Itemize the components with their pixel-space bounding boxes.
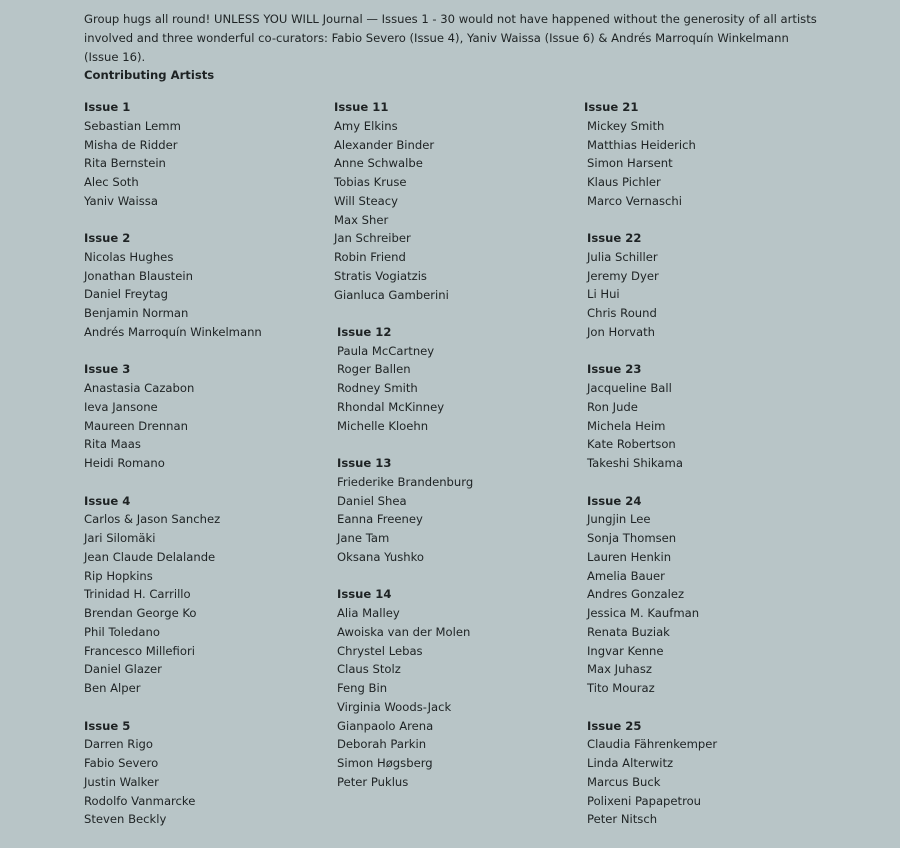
artist-name: Ingvar Kenne	[587, 643, 664, 658]
artist-name: Anne Schwalbe	[334, 156, 423, 171]
artist-name: Feng Bin	[337, 681, 388, 696]
issue-title: Issue 24	[587, 493, 642, 508]
artist-name: Daniel Glazer	[84, 662, 162, 677]
artist-name: Paula McCartney	[337, 343, 435, 358]
artist-name: Peter Puklus	[337, 774, 409, 789]
artist-name: Daniel Freytag	[84, 287, 168, 302]
artist-name: Jean Claude Delalande	[84, 549, 216, 564]
artist-name: Claudia Fährenkemper	[587, 737, 718, 752]
artist-name: Andrés Marroquín Winkelmann	[84, 324, 262, 339]
issue-title: Issue 13	[337, 456, 392, 471]
artist-name: Trinidad H. Carrillo	[84, 587, 191, 602]
artist-name: Stratis Vogiatzis	[334, 268, 427, 283]
artist-name: Gianluca Gamberini	[334, 287, 449, 302]
artist-name: Takeshi Shikama	[587, 456, 683, 471]
artist-name: Rodney Smith	[337, 381, 418, 396]
artist-name: Sebastian Lemm	[84, 118, 181, 133]
issue-title: Issue 14	[337, 587, 392, 602]
issue-title: Issue 22	[587, 231, 642, 246]
artist-name: Ieva Jansone	[84, 399, 158, 414]
artist-name: Benjamin Norman	[84, 306, 189, 321]
artist-name: Peter Nitsch	[587, 812, 658, 827]
artist-name: Heidi Romano	[84, 456, 165, 471]
issue-group	[334, 585, 574, 791]
artist-name: Deborah Parkin	[337, 737, 427, 752]
artist-name: Jeremy Dyer	[587, 268, 659, 283]
artist-column-2	[334, 98, 574, 810]
artist-name: Jon Horvath	[587, 324, 655, 339]
artist-name: Renata Buziak	[587, 624, 670, 639]
artist-name: Chris Round	[587, 306, 657, 321]
artist-name: Kate Robertson	[587, 437, 676, 452]
artist-name: Phil Toledano	[84, 624, 160, 639]
issue-group	[584, 98, 824, 211]
issue-group	[334, 323, 574, 436]
artist-name: Tito Mouraz	[587, 681, 655, 696]
artist-name: Jane Tam	[337, 531, 390, 546]
issue-title: Issue 25	[587, 718, 642, 733]
artist-name: Virginia Woods-Jack	[337, 699, 452, 714]
artist-name: Carlos & Jason Sanchez	[84, 512, 221, 527]
artist-name: Oksana Yushko	[337, 549, 425, 564]
issue-group	[84, 98, 324, 211]
artist-name: Darren Rigo	[84, 737, 154, 752]
artist-name: Rhondal McKinney	[337, 399, 445, 414]
artist-name: Friederike Brandenburg	[337, 474, 474, 489]
artist-name: Max Sher	[334, 212, 389, 227]
issue-group	[84, 717, 324, 830]
artist-name: Michela Heim	[587, 418, 666, 433]
issue-group	[584, 717, 824, 830]
artist-name: Jonathan Blaustein	[84, 268, 193, 283]
artist-name: Marco Vernaschi	[587, 193, 682, 208]
issue-title: Issue 4	[84, 493, 131, 508]
issue-title: Issue 2	[84, 231, 131, 246]
artist-name: Rita Bernstein	[84, 156, 166, 171]
artist-name: Nicolas Hughes	[84, 249, 174, 264]
artist-name: Polixeni Papapetrou	[587, 793, 702, 808]
intro-paragraph: Group hugs all round! UNLESS YOU WILL Journal — Issues 1 - 30 would not have happened without the generosity of all artists involved and three wonderful co-curators: Fabio Severo (Issue 4), Yaniv Waissa (Issue 6) & Andrés Marroquín Winkelmann (Issue 16).	[84, 12, 817, 64]
artist-name: Rodolfo Vanmarcke	[84, 793, 196, 808]
artist-column-3	[584, 98, 824, 848]
artist-name: Awoiska van der Molen	[337, 624, 471, 639]
artist-name: Jari Silomäki	[84, 531, 156, 546]
artist-name: Marcus Buck	[587, 774, 661, 789]
artist-name: Klaus Pichler	[587, 175, 661, 189]
artist-name: Chrystel Lebas	[337, 643, 423, 658]
issue-group	[84, 229, 324, 342]
issue-group	[334, 98, 574, 304]
artist-name: Brendan George Ko	[84, 606, 197, 621]
issue-title: Issue 21	[584, 100, 639, 114]
artist-name: Mickey Smith	[587, 118, 665, 133]
artist-name: Amelia Bauer	[587, 568, 665, 583]
artist-name: Fabio Severo	[84, 756, 159, 770]
artist-name: Eanna Freeney	[337, 512, 423, 527]
artist-name: Anastasia Cazabon	[84, 381, 195, 396]
artist-name: Andres Gonzalez	[587, 587, 685, 602]
artist-name: Lauren Henkin	[587, 549, 672, 564]
artist-name: Jan Schreiber	[334, 231, 411, 246]
artist-name: Max Juhasz	[587, 662, 652, 677]
artist-name: Jacqueline Ball	[587, 381, 672, 396]
artist-name: Alia Malley	[337, 606, 400, 621]
artist-name: Maureen Drennan	[84, 418, 188, 433]
artist-name: Simon Harsent	[587, 156, 673, 171]
artist-name: Daniel Shea	[337, 493, 407, 508]
artist-name: Sonja Thomsen	[587, 531, 677, 546]
artist-name: Jungjin Lee	[587, 512, 651, 527]
artist-name: Steven Beckly	[84, 812, 167, 827]
artist-name: Rip Hopkins	[84, 568, 153, 583]
issue-title: Issue 3	[84, 362, 131, 377]
issue-group	[84, 360, 324, 473]
issue-title: Issue 12	[337, 324, 392, 339]
artist-name: Yaniv Waissa	[84, 193, 158, 208]
artist-name: Alexander Binder	[334, 137, 435, 152]
artist-name: Simon Høgsberg	[337, 756, 433, 771]
artist-name: Will Steacy	[334, 193, 398, 208]
artist-name: Tobias Kruse	[334, 175, 407, 189]
issue-group	[584, 360, 824, 473]
artist-column-1	[84, 98, 324, 848]
artist-name: Jessica M. Kaufman	[587, 606, 700, 621]
artist-name: Robin Friend	[334, 250, 406, 264]
artist-name: Roger Ballen	[337, 362, 411, 377]
issue-title: Issue 1	[84, 100, 131, 114]
issue-title: Issue 11	[334, 100, 389, 114]
issue-group	[334, 454, 574, 567]
artist-name: Julia Schiller	[587, 249, 658, 264]
issue-group	[584, 492, 824, 698]
issue-group	[584, 229, 824, 342]
artist-name: Matthias Heiderich	[587, 137, 696, 152]
artist-name: Ben Alper	[84, 681, 141, 696]
artist-name: Michelle Kloehn	[337, 418, 429, 433]
issue-title: Issue 23	[587, 362, 642, 377]
artist-name: Ron Jude	[587, 399, 638, 414]
artist-name: Justin Walker	[84, 774, 159, 789]
artist-name: Gianpaolo Arena	[337, 718, 434, 733]
artist-name: Misha de Ridder	[84, 137, 178, 152]
artist-name: Rita Maas	[84, 437, 141, 452]
artist-name: Francesco Millefiori	[84, 643, 195, 658]
artist-name: Alec Soth	[84, 175, 139, 189]
section-title: Contributing Artists	[84, 68, 215, 82]
issue-group	[84, 492, 324, 698]
issue-title: Issue 5	[84, 718, 131, 733]
artist-name: Amy Elkins	[334, 118, 398, 133]
artist-name: Claus Stolz	[337, 662, 401, 677]
artist-name: Li Hui	[587, 287, 620, 302]
artist-name: Linda Alterwitz	[587, 756, 674, 770]
